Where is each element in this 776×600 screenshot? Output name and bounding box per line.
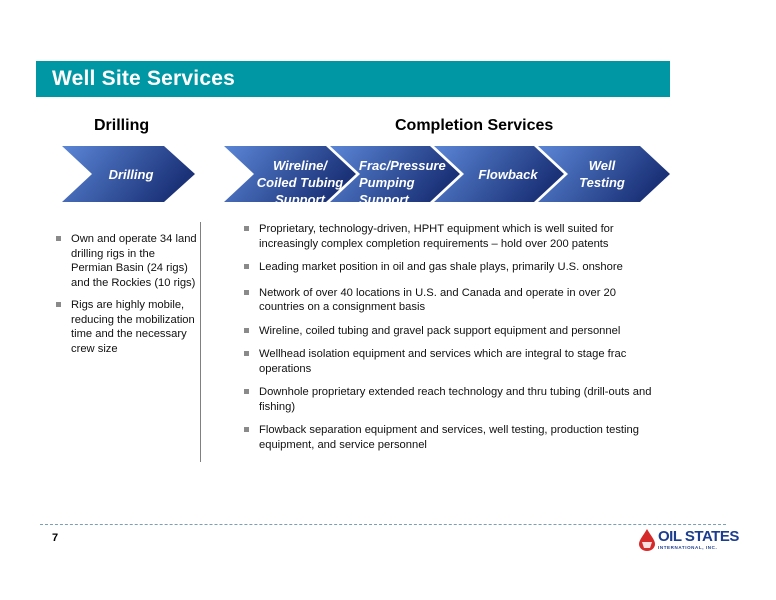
- oil-drop-icon: [636, 528, 658, 552]
- chevron-label-drilling: Drilling: [108, 167, 154, 182]
- list-item: Wellhead isolation equipment and services which are integral to stage frac operations: [244, 347, 664, 376]
- bullet-square-icon: [244, 264, 249, 269]
- bullet-square-icon: [244, 427, 249, 432]
- chevron-label-well-testing: Well Testing: [579, 158, 625, 190]
- heading-drilling: Drilling: [94, 117, 150, 134]
- chevron-label-flowback: Flowback: [478, 167, 538, 182]
- list-item: Network of over 40 locations in U.S. and Canada and operate in over 20 countries on a consignment basis: [244, 286, 664, 315]
- page-number: 7: [52, 532, 59, 544]
- bullet-square-icon: [244, 290, 249, 295]
- drilling-bullet-list: [56, 232, 198, 364]
- heading-completion-services: Completion Services: [395, 117, 554, 134]
- list-item: Flowback separation equipment and services, well testing, production testing equipment, and service personnel: [244, 423, 664, 452]
- chevron-label-wireline: Wireline/ Coiled Tubing Support: [256, 158, 344, 207]
- footer-divider: [40, 524, 726, 525]
- completion-bullet-list: [244, 222, 664, 461]
- list-item: Own and operate 34 land drilling rigs in the Permian Basin (24 rigs) and the Rockies (10 rigs): [56, 232, 198, 290]
- column-divider: [200, 222, 201, 462]
- list-item: Leading market position in oil and gas shale plays, primarily U.S. onshore: [244, 260, 664, 275]
- bullet-square-icon: [244, 351, 249, 356]
- bullet-square-icon: [56, 236, 61, 241]
- page-title: Well Site Services: [52, 67, 235, 90]
- bullet-square-icon: [244, 328, 249, 333]
- bullet-square-icon: [56, 302, 61, 307]
- bullet-square-icon: [244, 226, 249, 231]
- list-item: Wireline, coiled tubing and gravel pack support equipment and personnel: [244, 324, 664, 339]
- list-item: Rigs are highly mobile, reducing the mobilization time and the necessary crew size: [56, 298, 198, 356]
- oil-states-logo: OIL STATES INTERNATIONAL, INC.: [636, 528, 728, 552]
- chevron-label-frac: Frac/Pressure Pumping Support: [359, 158, 446, 207]
- bullet-square-icon: [244, 389, 249, 394]
- list-item: Proprietary, technology-driven, HPHT equipment which is well suited for increasingly complex completion requirements – hold over 200 patents: [244, 222, 664, 251]
- list-item: Downhole proprietary extended reach technology and thru tubing (drill-outs and fishing): [244, 385, 664, 414]
